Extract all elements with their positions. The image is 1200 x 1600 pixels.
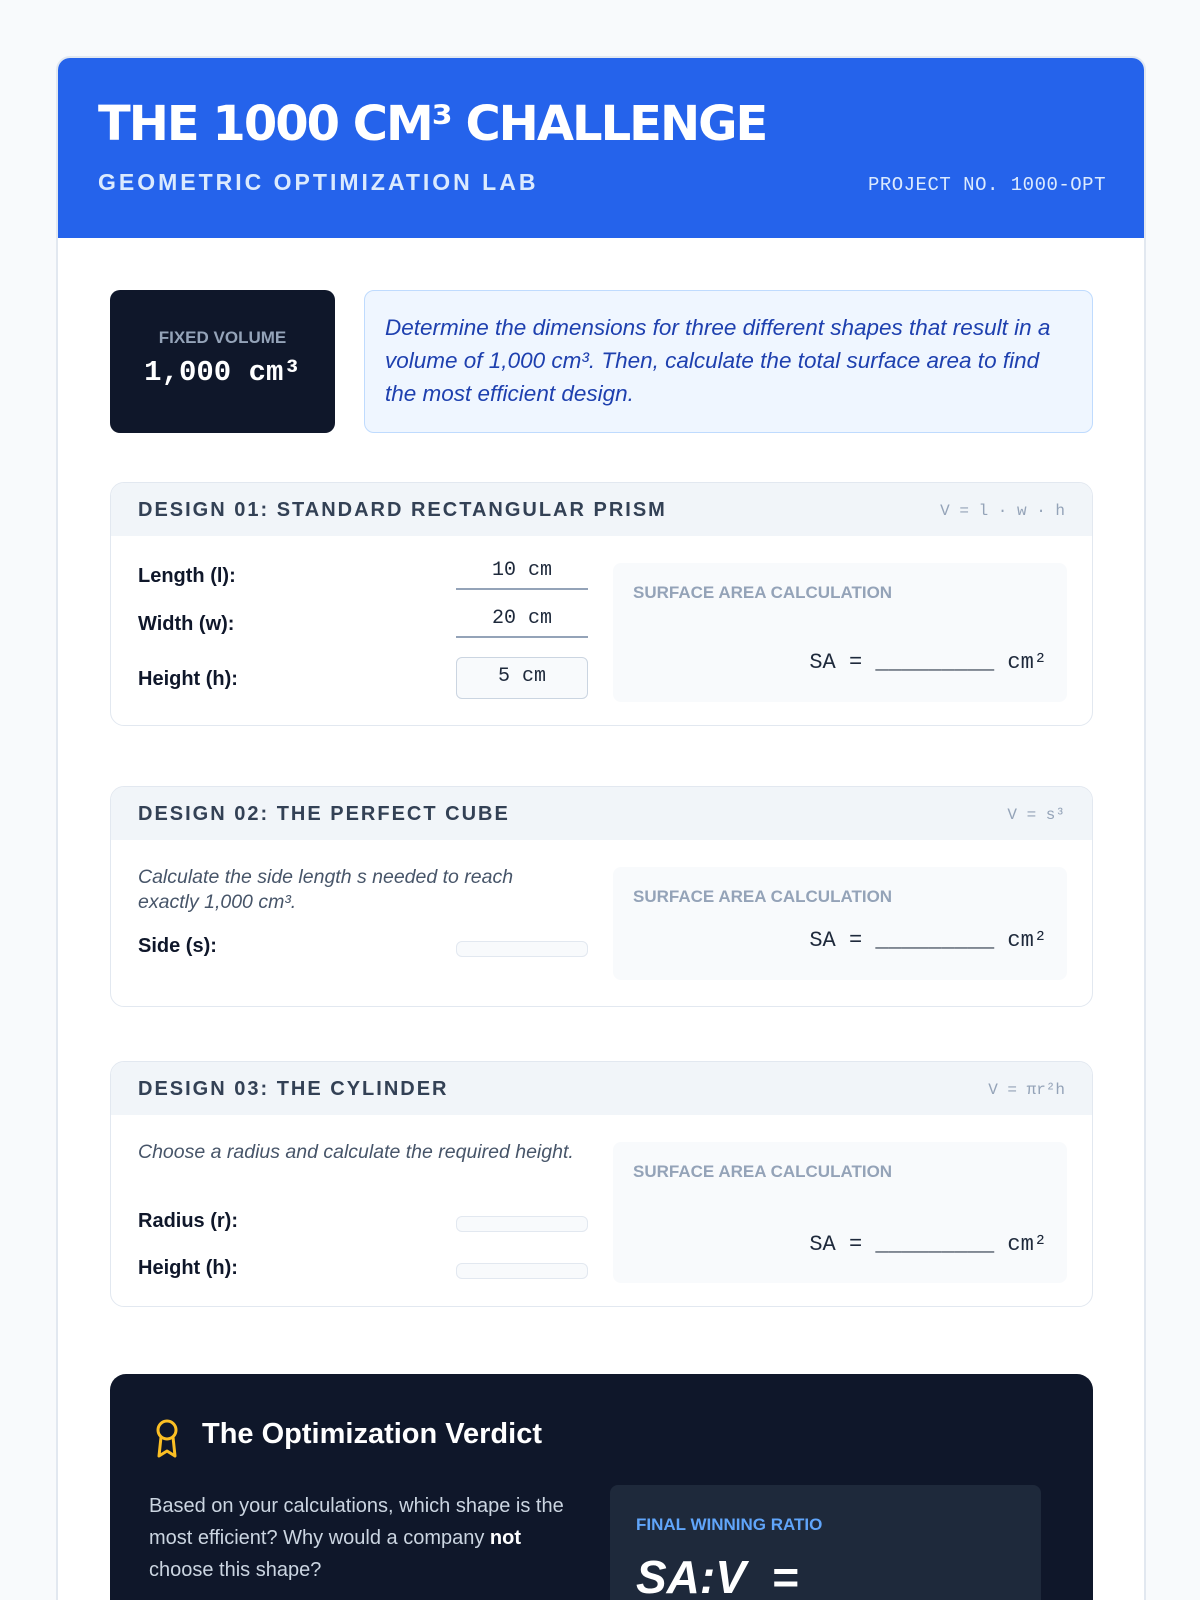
verdict-question-part1: Based on your calculations, which shape is the most efficient? Why would a company: [149, 1495, 564, 1549]
cyl-height-field[interactable]: [456, 1263, 588, 1279]
page-subtitle: GEOMETRIC OPTIMIZATION LAB: [98, 169, 539, 195]
project-number: PROJECT NO. 1000-OPT: [867, 174, 1106, 196]
winning-ratio-label: FINAL WINNING RATIO: [636, 1515, 823, 1534]
fixed-volume-card: [110, 290, 335, 433]
design-03-title: DESIGN 03: THE CYLINDER: [138, 1078, 449, 1100]
verdict-title: The Optimization Verdict: [202, 1418, 542, 1450]
fixed-volume-value: 1,000 cm³: [144, 356, 301, 389]
design-02-note: Calculate the side length s needed to reach exactly 1,000 cm³.: [138, 866, 514, 913]
design-01-formula: V = l · w · h: [940, 502, 1065, 520]
length-label: Length (l):: [138, 565, 236, 587]
design-02-card: [110, 786, 1093, 1007]
side-label: Side (s):: [138, 935, 217, 957]
worksheet-page: [56, 56, 1146, 1600]
design-01-header: [111, 483, 1092, 536]
height-field[interactable]: 5 cm: [456, 657, 588, 699]
verdict-question: [149, 1490, 569, 1586]
design-02-title: DESIGN 02: THE PERFECT CUBE: [138, 803, 510, 825]
cyl-height-label: Height (h):: [138, 1257, 238, 1279]
side-field[interactable]: [456, 941, 588, 957]
winning-ratio-equation: SA:V =: [636, 1551, 799, 1600]
design-03-header: [111, 1062, 1092, 1115]
design-02-header: [111, 787, 1092, 840]
height-label: Height (h):: [138, 668, 238, 690]
design-02-sa-equation: SA = _________ cm²: [809, 928, 1047, 953]
winning-ratio-panel: [610, 1485, 1041, 1600]
page-title: THE 1000 CM³ CHALLENGE: [98, 96, 767, 152]
design-01-title: DESIGN 01: STANDARD RECTANGULAR PRISM: [138, 499, 667, 521]
design-01-sa-equation: SA = _________ cm²: [809, 650, 1047, 675]
verdict-panel: [110, 1374, 1093, 1600]
design-03-sa-panel: [613, 1142, 1067, 1283]
design-03-sa-equation: SA = _________ cm²: [809, 1232, 1047, 1257]
design-01-sa-panel: [613, 563, 1067, 702]
width-label: Width (w):: [138, 613, 235, 635]
design-03-sa-label: SURFACE AREA CALCULATION: [633, 1162, 893, 1181]
design-01-card: [110, 482, 1093, 726]
design-02-sa-label: SURFACE AREA CALCULATION: [633, 887, 893, 906]
award-ribbon-icon: [154, 1418, 180, 1460]
design-02-sa-panel: [613, 867, 1067, 980]
header-banner: [58, 58, 1144, 238]
instructions-text: Determine the dimensions for three different shapes that result in a volume of 1,000 cm³. Then, calculate the total surface area to find the most efficient design.: [364, 290, 1093, 433]
width-field[interactable]: 20 cm: [456, 605, 588, 638]
verdict-question-part2: choose this shape?: [149, 1559, 322, 1581]
fixed-volume-label: FIXED VOLUME: [158, 328, 287, 347]
design-01-sa-label: SURFACE AREA CALCULATION: [633, 583, 893, 602]
design-03-card: [110, 1061, 1093, 1307]
radius-label: Radius (r):: [138, 1210, 238, 1232]
design-03-formula: V = πr²h: [988, 1081, 1065, 1099]
design-03-note: Choose a radius and calculate the required height.: [138, 1141, 574, 1163]
radius-field[interactable]: [456, 1216, 588, 1232]
design-02-formula: V = s³: [1007, 806, 1065, 824]
verdict-question-bold: not: [489, 1527, 521, 1549]
length-field[interactable]: 10 cm: [456, 557, 588, 590]
